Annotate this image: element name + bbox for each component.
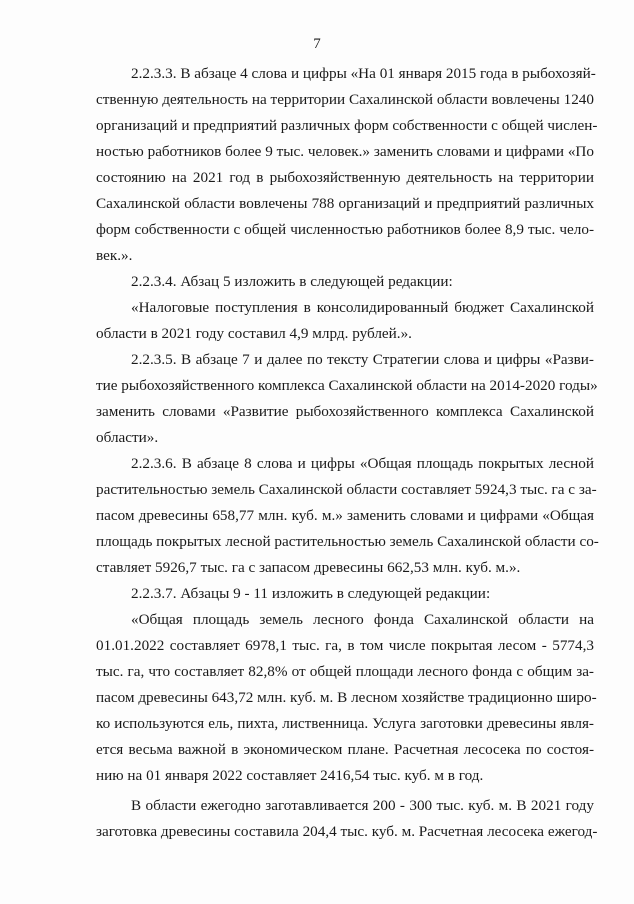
text-line: ностью работников более 9 тыс. человек.» заменить словами и цифрами «По <box>96 143 594 160</box>
text-line: «Налоговые поступления в консолидированный бюджет Сахалинской <box>131 299 594 316</box>
text-line: В области ежегодно заготавливается 200 - 300 тыс. куб. м. В 2021 году <box>131 797 594 814</box>
text-line: ется весьма важной в экономическом плане. Расчетная лесосека по состоя- <box>96 741 594 758</box>
text-line: ственную деятельность на территории Сахалинской области вовлечены 1240 <box>96 91 594 108</box>
text-line: заменить словами «Развитие рыбохозяйственного комплекса Сахалинской <box>96 403 594 420</box>
text-line: 2.2.3.7. Абзацы 9 - 11 изложить в следующей редакции: <box>131 585 491 602</box>
text-line: тыс. га, что составляет 82,8% от общей площади лесного фонда с общим за- <box>96 663 594 680</box>
text-line: 2.2.3.5. В абзаце 7 и далее по тексту Стратегии слова и цифры «Разви- <box>131 351 594 368</box>
text-line: пасом древесины 658,77 млн. куб. м.» заменить словами и цифрами «Общая <box>96 507 594 524</box>
text-line: ко используются ель, пихта, лиственница. Услуга заготовки древесины явля- <box>96 715 594 732</box>
page-number: 7 <box>313 36 321 52</box>
text-line: Сахалинской области вовлечены 788 организаций и предприятий различных <box>96 195 594 212</box>
text-line: растительностью земель Сахалинской области составляет 5924,3 тыс. га с за- <box>96 481 597 498</box>
text-line: пасом древесины 643,72 млн. куб. м. В лесном хозяйстве традиционно широ- <box>96 689 597 706</box>
text-line: 01.01.2022 составляет 6978,1 тыс. га, в том числе покрытая лесом - 5774,3 <box>96 637 594 654</box>
text-line: «Общая площадь земель лесного фонда Сахалинской области на <box>131 611 594 628</box>
text-line: заготовка древесины составила 204,4 тыс. куб. м. Расчетная лесосека ежегод- <box>96 823 598 840</box>
text-line: организаций и предприятий различных форм собственности с общей числен- <box>96 117 598 134</box>
text-line: состоянию на 2021 год в рыбохозяйственную деятельность на территории <box>96 169 594 186</box>
text-line: 2.2.3.3. В абзаце 4 слова и цифры «На 01 января 2015 года в рыбохозяй- <box>131 65 596 82</box>
text-line: нию на 01 января 2022 составляет 2416,54 тыс. куб. м в год. <box>96 767 484 784</box>
text-line: площадь покрытых лесной растительностью земель Сахалинской области со- <box>96 533 599 550</box>
text-line: 2.2.3.4. Абзац 5 изложить в следующей редакции: <box>131 273 453 290</box>
text-line: форм собственности с общей численностью работников более 8,9 тыс. чело- <box>96 221 594 238</box>
text-line: век.». <box>96 247 133 264</box>
text-line: области в 2021 году составил 4,9 млрд. рублей.». <box>96 325 412 342</box>
text-line: тие рыбохозяйственного комплекса Сахалинской области на 2014-2020 годы» <box>96 377 598 394</box>
text-line: области». <box>96 429 159 446</box>
text-line: ставляет 5926,7 тыс. га с запасом древесины 662,53 млн. куб. м.». <box>96 559 521 576</box>
text-line: 2.2.3.6. В абзаце 8 слова и цифры «Общая площадь покрытых лесной <box>131 455 594 472</box>
